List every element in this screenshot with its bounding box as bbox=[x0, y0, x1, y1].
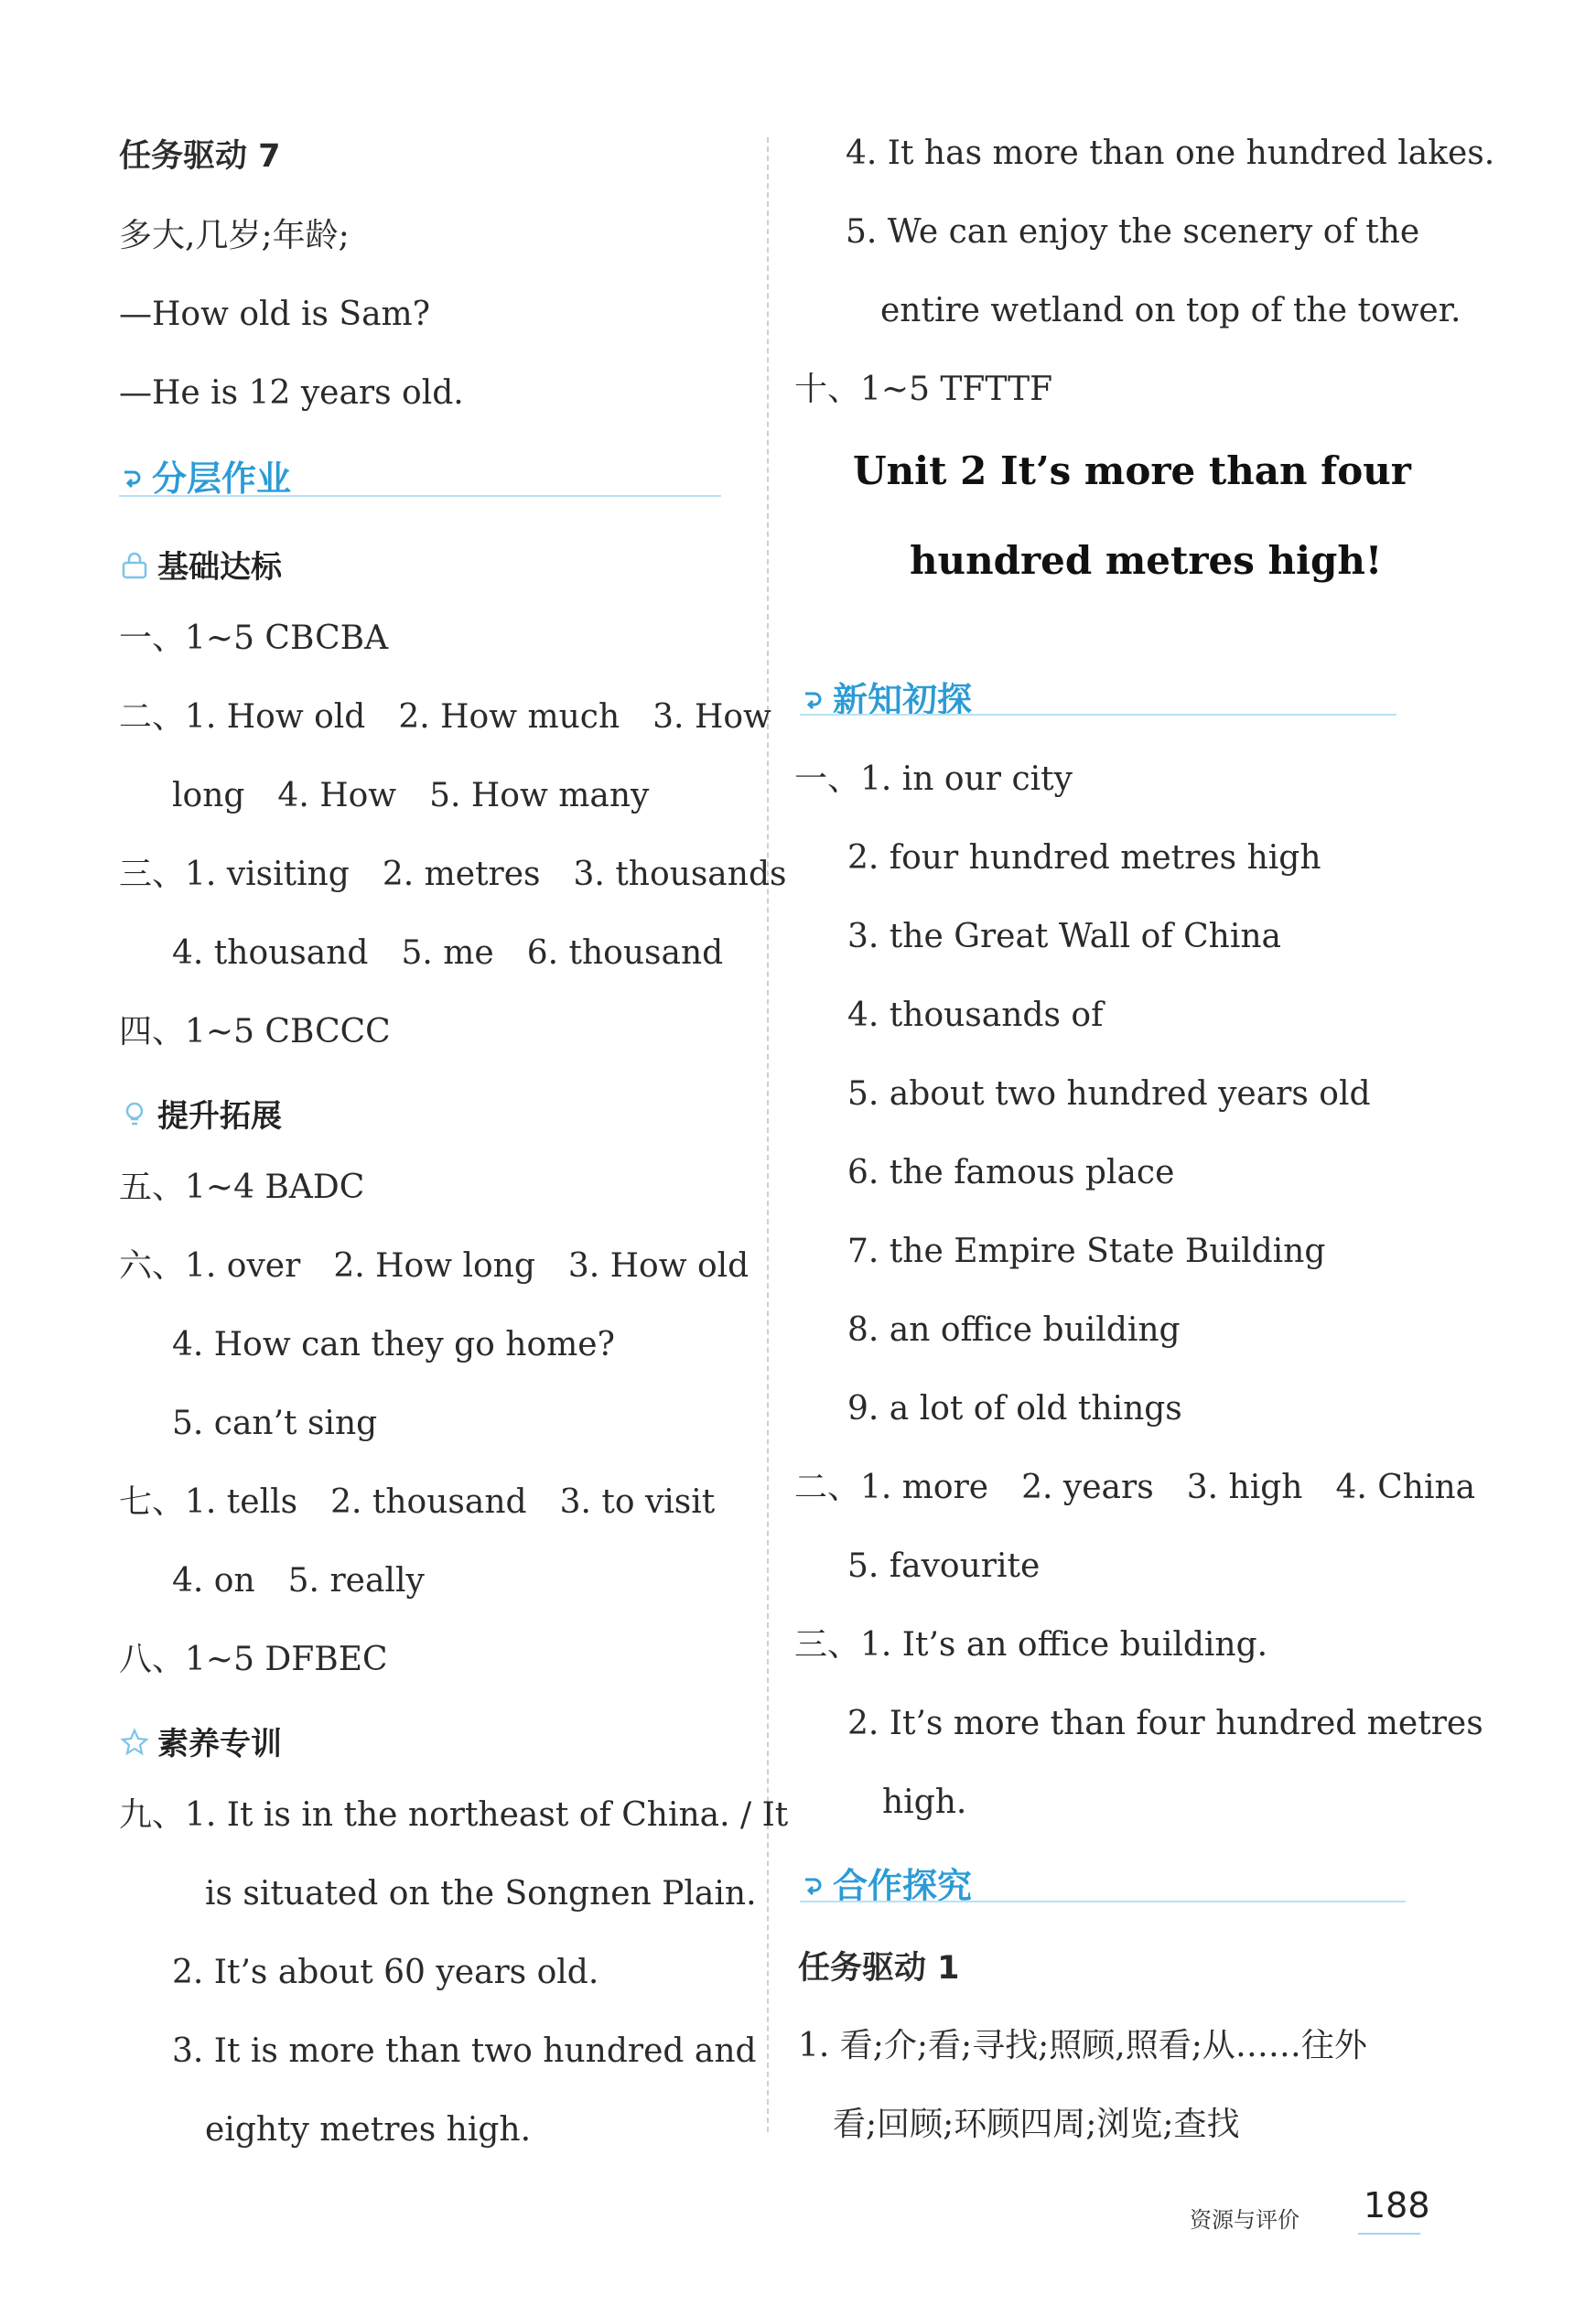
subsection-literacy bbox=[119, 1719, 282, 1763]
section-rule bbox=[800, 714, 1396, 716]
answer-item: 4. How bbox=[277, 777, 397, 814]
answer-item: 4. thousand bbox=[172, 934, 369, 972]
answer-line bbox=[119, 855, 786, 894]
answer-line: 4. It has more than one hundred lakes. bbox=[846, 135, 1495, 172]
answer-line: 一、1~5 CBCBA bbox=[119, 620, 389, 657]
answer-item: 2. years bbox=[1021, 1469, 1154, 1506]
answer-line: 1. 看;介;看;寻找;照顾,照看;从……往外 bbox=[798, 2027, 1367, 2064]
answer-line: 九、1. It is in the northeast of China. / It bbox=[119, 1796, 789, 1834]
answer-line: —How old is Sam? bbox=[119, 296, 430, 333]
page-number-underline bbox=[1358, 2233, 1420, 2235]
answer-item: 3. How old bbox=[567, 1247, 749, 1285]
task-heading-7: 任务驱动 7 bbox=[119, 138, 281, 175]
answer-line: 2. It’s more than four hundred metres bbox=[847, 1705, 1483, 1742]
answer-item: 3. thousands bbox=[573, 856, 787, 893]
section-title: 分层作业 bbox=[152, 458, 292, 499]
answer-line: 5. about two hundred years old bbox=[847, 1075, 1371, 1113]
answer-line: 看;回顾;环顾四周;浏览;查找 bbox=[833, 2106, 1240, 2143]
answer-line: 4. thousands of bbox=[847, 997, 1104, 1034]
answer-item: 三、1. visiting bbox=[119, 856, 350, 893]
answer-line: 八、1~5 DFBEC bbox=[119, 1641, 388, 1678]
answer-item: 5. me bbox=[401, 934, 494, 972]
subsection-basic bbox=[119, 542, 282, 587]
answer-line bbox=[794, 1468, 1475, 1507]
answer-line: high. bbox=[882, 1783, 967, 1821]
answer-item: long bbox=[172, 777, 245, 814]
answer-line: 5. We can enjoy the scenery of the bbox=[846, 213, 1420, 251]
answer-line: 四、1~5 CBCCC bbox=[119, 1013, 391, 1051]
answer-item: 4. China bbox=[1335, 1469, 1476, 1506]
answer-line bbox=[119, 697, 771, 737]
answer-line: 3. It is more than two hundred and bbox=[172, 2032, 757, 2070]
basket-icon bbox=[119, 550, 150, 581]
answer-line: 5. favourite bbox=[847, 1547, 1041, 1585]
answer-line: 5. can’t sing bbox=[172, 1405, 378, 1442]
answer-line: —He is 12 years old. bbox=[119, 374, 464, 412]
answer-line bbox=[119, 1246, 749, 1286]
answer-item: 2. How much bbox=[398, 698, 620, 736]
answer-line: 4. How can they go home? bbox=[172, 1326, 615, 1363]
task-heading-1: 任务驱动 1 bbox=[798, 1950, 960, 1987]
answer-line bbox=[172, 776, 649, 815]
unit-title-line2: hundred metres high! bbox=[910, 538, 1383, 583]
answer-line: 2. It’s about 60 years old. bbox=[172, 1954, 599, 1991]
section-hook-icon bbox=[800, 1874, 825, 1900]
answer-line: 一、1. in our city bbox=[794, 760, 1073, 798]
subsection-improve bbox=[119, 1091, 282, 1136]
answer-item: 七、1. tells bbox=[119, 1483, 298, 1521]
answer-item: 3. to visit bbox=[559, 1483, 716, 1521]
answer-item: 6. thousand bbox=[526, 934, 724, 972]
section-hook-icon bbox=[800, 688, 825, 714]
answer-item: 2. thousand bbox=[330, 1483, 527, 1521]
answer-item: 2. How long bbox=[333, 1247, 535, 1285]
subsection-title: 提升拓展 bbox=[157, 1098, 282, 1135]
answer-line bbox=[172, 933, 723, 973]
subsection-title: 基础达标 bbox=[157, 549, 282, 586]
section-hook-icon bbox=[119, 467, 145, 492]
answer-line: 三、1. It’s an office building. bbox=[794, 1626, 1268, 1664]
answer-line bbox=[119, 1482, 715, 1522]
answer-item: 5. How many bbox=[429, 777, 650, 814]
subsection-title: 素养专训 bbox=[157, 1726, 282, 1762]
answer-item: 2. metres bbox=[382, 856, 541, 893]
unit-title-line1: Unit 2 It’s more than four bbox=[853, 448, 1411, 493]
section-rule bbox=[800, 1901, 1406, 1902]
answer-line: 十、1~5 TFTTF bbox=[794, 371, 1053, 408]
answer-line: 8. an office building bbox=[847, 1311, 1181, 1349]
page-number: 188 bbox=[1364, 2185, 1430, 2225]
answer-line: 3. the Great Wall of China bbox=[847, 918, 1281, 955]
answer-item: 二、1. more bbox=[794, 1469, 989, 1506]
section-title: 合作探究 bbox=[833, 1866, 973, 1906]
answer-item: 3. high bbox=[1186, 1469, 1303, 1506]
bulb-icon bbox=[119, 1099, 150, 1130]
answer-item: 六、1. over bbox=[119, 1247, 301, 1285]
star-icon bbox=[119, 1727, 150, 1758]
answer-line bbox=[172, 1561, 425, 1600]
answer-line: 多大,几岁;年龄; bbox=[119, 217, 350, 254]
answer-item: 5. really bbox=[287, 1562, 425, 1600]
answer-line: 2. four hundred metres high bbox=[847, 839, 1321, 877]
answer-line: 7. the Empire State Building bbox=[847, 1233, 1326, 1270]
section-rule bbox=[119, 495, 721, 497]
answer-line: 五、1~4 BADC bbox=[119, 1169, 365, 1206]
answer-item: 3. How bbox=[652, 698, 771, 736]
answer-line: eighty metres high. bbox=[205, 2111, 532, 2149]
answer-item: 二、1. How old bbox=[119, 698, 366, 736]
answer-line: 9. a lot of old things bbox=[847, 1390, 1182, 1428]
answer-line: is situated on the Songnen Plain. bbox=[205, 1875, 757, 1913]
section-title: 新知初探 bbox=[833, 680, 973, 720]
footer-label: 资源与评价 bbox=[1190, 2207, 1299, 2233]
answer-item: 4. on bbox=[172, 1562, 255, 1600]
section-layered-homework bbox=[119, 450, 291, 501]
answer-line: entire wetland on top of the tower. bbox=[880, 292, 1461, 329]
answer-line: 6. the famous place bbox=[847, 1154, 1175, 1191]
